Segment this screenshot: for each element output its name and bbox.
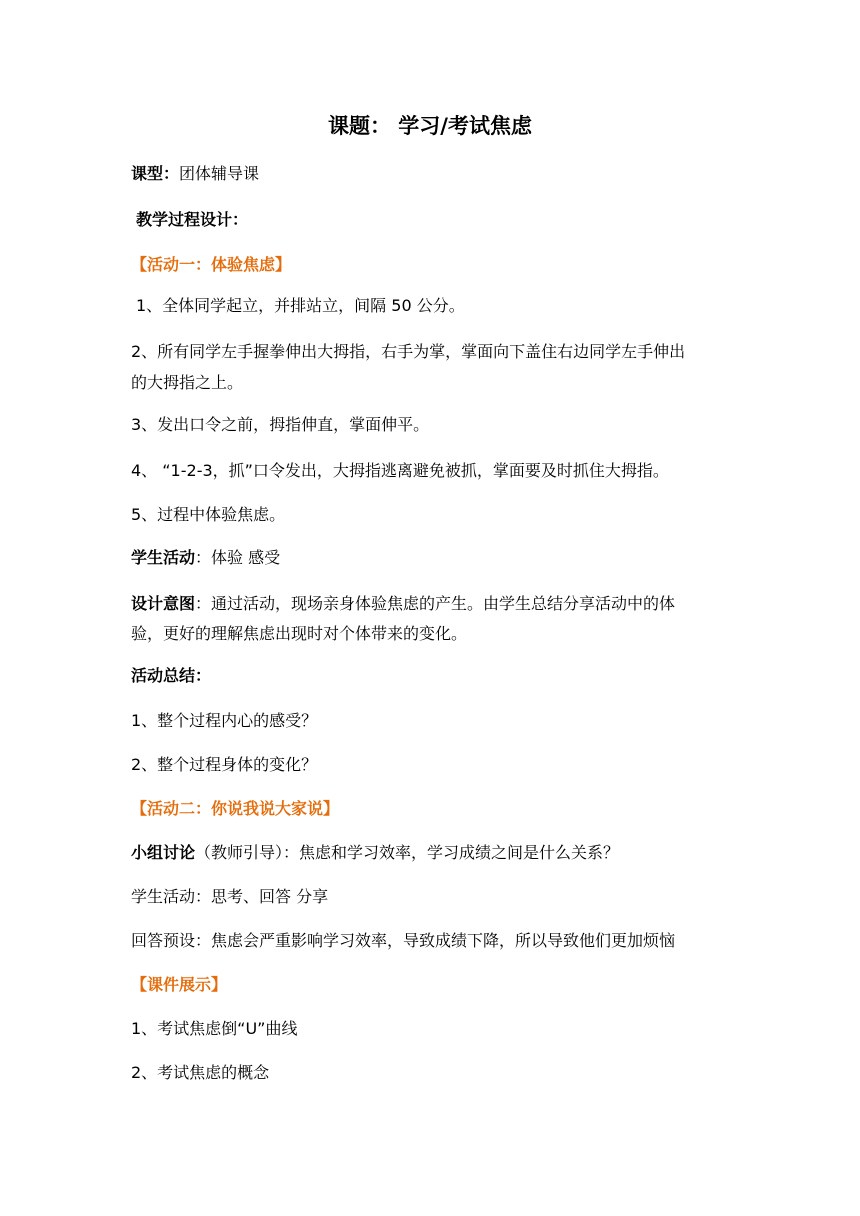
answer-preview: 回答预设：焦虑会严重影响学习效率，导致成绩下降，所以导致他们更加烦恼 (131, 931, 676, 950)
student-activity-line (131, 548, 280, 568)
courseware-item-1: 1、考试焦虑倒“U”曲线 (131, 1019, 298, 1038)
summary-heading: 活动总结： (131, 666, 212, 685)
summary-item-1: 1、整个过程内心的感受？ (131, 711, 318, 730)
course-type-line (131, 164, 259, 184)
activity2-student-activity: 学生活动：思考、回答 分享 (131, 887, 329, 906)
activity1-step-2: 2、所有同学左手握拳伸出大拇指，右手为掌，掌面向下盖住右边同学左手伸出 (131, 342, 686, 361)
design-intent-cont: 验，更好的理解焦虑出现时对个体带来的变化。 (131, 624, 468, 643)
design-intent-line (131, 594, 675, 614)
activity1-step-4: 4、 “1-2-3，抓”口令发出，大拇指逃离避免被抓，掌面要及时抓住大拇指。 (131, 461, 669, 480)
design-intent-label: 设计意图 (131, 594, 196, 613)
design-intent-text: ：通过活动，现场亲身体验焦虑的产生。由学生总结分享活动中的体 (195, 594, 676, 613)
activity1-heading: 【活动一：体验焦虑】 (131, 255, 292, 274)
courseware-item-2: 2、考试焦虑的概念 (131, 1063, 270, 1082)
student-activity-value: ：体验 感受 (195, 548, 281, 567)
student-activity-label: 学生活动 (131, 548, 196, 567)
course-type-label: 课型： (131, 164, 180, 183)
courseware-heading: 【课件展示】 (131, 975, 228, 994)
activity2-heading: 【活动二：你说我说大家说】 (131, 799, 340, 818)
activity1-step-1: 1、全体同学起立，并排站立，间隔 50 公分。 (136, 296, 465, 315)
summary-item-2: 2、整个过程身体的变化？ (131, 755, 318, 774)
discussion-label: 小组讨论 (131, 843, 196, 862)
discussion-line (131, 843, 619, 863)
process-heading: 教学过程设计： (136, 210, 249, 229)
activity1-step-3: 3、发出口令之前，拇指伸直，掌面伸平。 (131, 415, 430, 434)
discussion-text: （教师引导）：焦虑和学习效率，学习成绩之间是什么关系？ (195, 843, 620, 862)
page-title: 课题： 学习/考试焦虑 (328, 114, 532, 138)
activity1-step-2-cont: 的大拇指之上。 (131, 373, 244, 392)
course-type-value: 团体辅导课 (179, 164, 260, 183)
activity1-step-5: 5、过程中体验焦虑。 (131, 505, 286, 524)
